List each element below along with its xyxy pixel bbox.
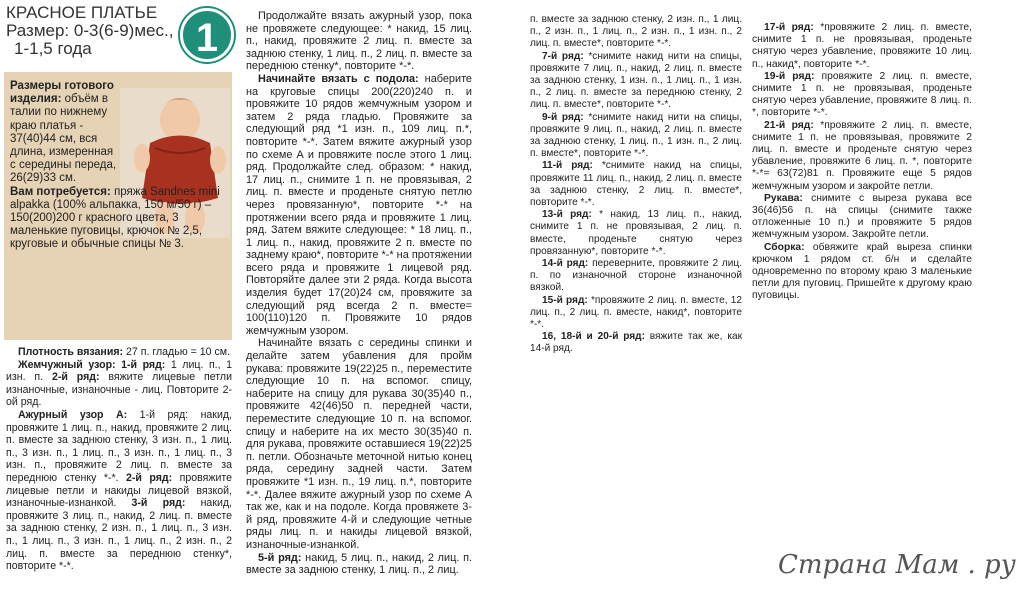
paragraph: 13-й ряд: * накид, 13 лиц. п., накид, снимите 1 п. не провязывая, 2 лиц. п. вместе, проденьте снятую через провязанную*, повторите *-*. bbox=[530, 209, 742, 257]
paragraph: 17-й ряд: *провяжите 2 лиц. п. вместе, снимите 1 п. не провязывая, проденьте снятую через убавление, провяжите 10 лиц. п., накид*, повторите *-*. bbox=[752, 22, 972, 70]
paragraph: 14-й ряд: переверните, провяжите 2 лиц. п. по изнаночной стороне изнаночной вязкой. bbox=[530, 258, 742, 294]
text-column-2 bbox=[246, 10, 472, 577]
size-line-2: 1-1,5 года bbox=[14, 39, 92, 58]
paragraph: Жемчужный узор: 1-й ряд: 1 лиц. п., 1 изн. п. 2-й ряд: вяжите лицевые петли изнаночные, изнаночные - лиц. Повторите 2-ой ряд. bbox=[6, 358, 232, 409]
paragraph: Плотность вязания: 27 п. гладью = 10 см. bbox=[18, 346, 231, 358]
paragraph: п. вместе за заднюю стенку, 2 изн. п., 1 лиц. п., 2 изн. п., 1 лиц. п., 2 изн. п., 1 изн. п., 2 лиц. п. вместе*, повторите *-*. bbox=[530, 14, 742, 50]
site-watermark-logo: Страна Мам . ру bbox=[778, 550, 1016, 580]
text-column-4 bbox=[752, 22, 972, 303]
paragraph: Продолжайте вязать ажурный узор, пока не провяжете следующее: * накид, 15 лиц. п., накид, провяжите 2 лиц. п. вместе за заднюю стенку, 1 лиц. п., 2 лиц. п. вместе за переднюю стенку*, повторите *-*. bbox=[246, 10, 472, 73]
sizes-text: объём в талии по нижнему краю платья - 37(40)44 см, вся длина, измеренная с середины переда, 26(29)33 см. bbox=[10, 93, 117, 185]
paragraph: Начинайте вязать с середины спинки и делайте затем убавления для пройм рукава: провяжите 19(22)25 п., переместите следующие 10 п. на вспомог. спицу, наберите на спицу для рукава 30(35)40 п., провяжите 42(46)50 п. передней части, переместите следующие 10 п. на вспомог. спицу и наберите на их место 30(35)40 п. для рукава, провяжите оставшиеся 19(22)25 п. петли. Обозначьте мeточной нитью конец ряда, середину задней части. Затем провяжите *1 изн. п., 19 лиц. п.*, повторите *-*. Далее вяжите ажурный узор по схеме А так же, как и на подоле. Когда провяжете 3-й ряд, провяжите 4-й и следующие четные ряды лиц. п. и накиды лицевой вязкой, изнаночные-изнанкой. bbox=[246, 337, 472, 551]
size-line: Размер: 0-3(6-9)мес., bbox=[6, 21, 174, 40]
paragraph: Рукава: снимите с выреза рукава все 36(46)56 п. на спицы (снимите также отложенные 10 п.) и провяжите 5 рядов жемчужным узором. Закройте петли. bbox=[752, 192, 972, 241]
paragraph: 15-й ряд: *провяжите 2 лиц. п. вместе, 12 лиц. п., 2 лиц. п. вместе, накид*, повторите *-*. bbox=[530, 294, 742, 331]
sizes-label: Размеры готового изделия: bbox=[10, 80, 114, 106]
paragraph: 11-й ряд: *снимите накид на спицы, провяжите 11 лиц. п., накид, 2 лиц. п. вместе за заднюю стенку, 2 лиц. п. вместе*, повторите *-*. bbox=[530, 160, 742, 209]
paragraph: 16, 18-й и 20-й ряд: вяжите так же, как 14-й ряд. bbox=[530, 331, 742, 355]
materials-text: пряжа Sandnes mini alpakka (100% альпакка, 150 м/50 г) – 150(200)200 г красного цвета, 3 маленькие пуговицы, крючок № 2,5, круговые и обычные спицы № 3. bbox=[10, 185, 220, 251]
info-panel-text bbox=[10, 80, 228, 252]
pattern-title-block bbox=[6, 4, 186, 58]
paragraph: 19-й ряд: провяжите 2 лиц. п. вместе, снимите 1 п. не провязывая, проденьте снятую через убавление, провяжите 8 лиц. п. *, повторите *-*. bbox=[752, 70, 972, 119]
paragraph: 9-й ряд: *снимите накид нити на спицы, провяжите 9 лиц. п., накид, 2 лиц. п. вместе за заднюю стенку, 1 лиц. п., 1 изн. п., 2 лиц. п. вместе*, повторите *-*. bbox=[530, 111, 742, 160]
paragraph: Ажурный узор А: 1-й ряд: накид, провяжите 1 лиц. п., накид, провяжите 2 лиц. п. вместе за заднюю стенку, 3 изн. п., 1 лиц. п., 3 изн. п., 1 лиц. п., 3 изн. п., 1 лиц. п., 3 изн. п., провяжите 2 лиц. п. вместе за переднюю стенку *-*. 2-й ряд: провяжите лицевые петли и накиды лицевой вязкой, изнаночные-изнанкой. 3-й ряд: накид, провяжите 3 лиц. п., накид, 2 лиц. п. вместе за заднюю стенку, 2 изн. п., 1 лиц. п., 3 изн. п., 1 лиц. п., 3 изн. п., 1 лиц. п., 2 изн. п., 2 лиц. п. вместе за переднюю стенку*, повторите *-*. bbox=[6, 408, 233, 573]
text-column-1 bbox=[6, 346, 232, 573]
paragraph: Сборка: обвяжите край выреза спинки крючком 1 рядом ст. б/н и сделайте одновременно по второму краю 3 маленькие петли для пуговиц. Пришейте к другому краю пуговицы. bbox=[752, 241, 972, 302]
text-column-3 bbox=[530, 14, 742, 356]
pattern-title: КРАСНОЕ ПЛАТЬЕ bbox=[6, 3, 158, 22]
paragraph: 21-й ряд: *провяжите 2 лиц. п. вместе, снимите 1 п. не провязывая, провяжите 2 лиц. п. вместе и проденьте снятую через убавление, провяжите 6 лиц. п. *, повторите *-*= 63(72)81 п. Провяжите еще 5 рядов жемчужным узором и закройте петли. bbox=[752, 119, 972, 192]
materials-label: Вам потребуется: bbox=[10, 185, 111, 198]
paragraph: Начинайте вязать с подола: наберите на круговые спицы 200(220)240 п. и провяжите 10 рядов жемчужным узором и затем 2 ряда гладью. Провяжите за следующий ряд *1 изн. п., 109 лиц. п.*, повторите *-*. Затем вяжите ажурный узор по схеме А и провяжите после этого 1 лиц. ряд. Продолжайте след. образом: * накид, 17 лиц. п., снимите 1 п. не провязывая, 2 лиц. п. вместе и проденьте снятую петлю через провязанную*, повторите *-* на протяжении всего ряда и провяжите 1 лиц. ряд. Затем вяжите следующее: * 18 лиц. п., 1 лиц. п., накид, провяжите 2 п. вместе по заднему краю*, повторите *-* на протяжении всего ряда и провяжите 1 лицевой ряд. Повторяйте далее эти 2 ряда. Когда высота изделия будет 17(20)24 см, провяжите за следующий ряд всегда 2 п. вместе= 100(110)120 п. Провяжите 10 рядов жемчужным узором. bbox=[246, 72, 472, 337]
pattern-number-badge: 1 bbox=[180, 8, 234, 62]
paragraph: 5-й ряд: накид, 5 лиц. п., накид, 2 лиц. п. вместе за заднюю стенку, 1 лиц. п., 2 лиц. bbox=[246, 551, 472, 577]
paragraph: 7-й ряд: *снимите накид нити на спицы, провяжите 7 лиц. п., накид, 2 лиц. п. вместе за заднюю стенку, 1 изн. п., 1 лиц. п., 1 изн. п., 2 лиц. п. вместе за переднюю стенку, 2 лиц. п. вместе*, повторите *-*. bbox=[530, 50, 742, 111]
